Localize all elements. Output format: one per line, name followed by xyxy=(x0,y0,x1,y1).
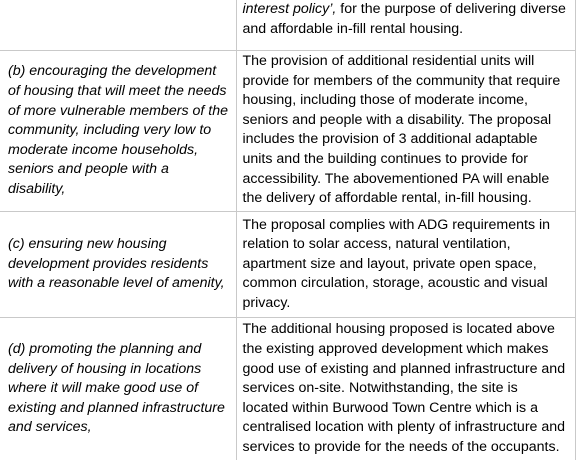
response-cell: The additional housing proposed is located above the existing approved development which makes good use of existing and planned infrastructure and services on-site. Notwithstanding, the site is located within Burwood Town Centre which is a centralised location with plenty of infrastructure and services to provide for the needs of the occupants. xyxy=(236,318,575,460)
table-row xyxy=(0,51,575,212)
response-text: for the purpose of delivering diverse and affordable in-fill rental housing. xyxy=(242,1,566,37)
criterion-cell: (c) ensuring new housing development provides residents with a reasonable level of amenity, xyxy=(0,212,236,318)
table-row xyxy=(0,318,575,460)
table-row xyxy=(0,0,575,51)
response-cell xyxy=(236,51,575,212)
response-text: The provision of additional residential units will provide for members of the community that require housing, including those of moderate income, seniors and people with a disability. The proposal includes the provision of 3 additional adaptable units and the building continues to provide for accessibility. The abovementioned PA will enable the delivery of affordable rental, in-fill housing. xyxy=(242,53,561,207)
criterion-cell: (b) encouraging the development of housing that will meet the needs of more vulnerable members of the community, including very low to moderate income households, seniors and people with a disability, xyxy=(0,51,236,212)
policy-reference-text: interest policy’, xyxy=(242,1,337,17)
table-row xyxy=(0,212,575,318)
response-cell xyxy=(236,0,575,51)
response-cell: The proposal complies with ADG requirements in relation to solar access, natural ventilation, apartment size and layout, private open space, common circulation, storage, acoustic and visual privacy. xyxy=(236,212,575,318)
criterion-cell xyxy=(0,0,236,51)
criterion-cell: (d) promoting the planning and delivery of housing in locations where it will make good use of existing and planned infrastructure and services, xyxy=(0,318,236,460)
